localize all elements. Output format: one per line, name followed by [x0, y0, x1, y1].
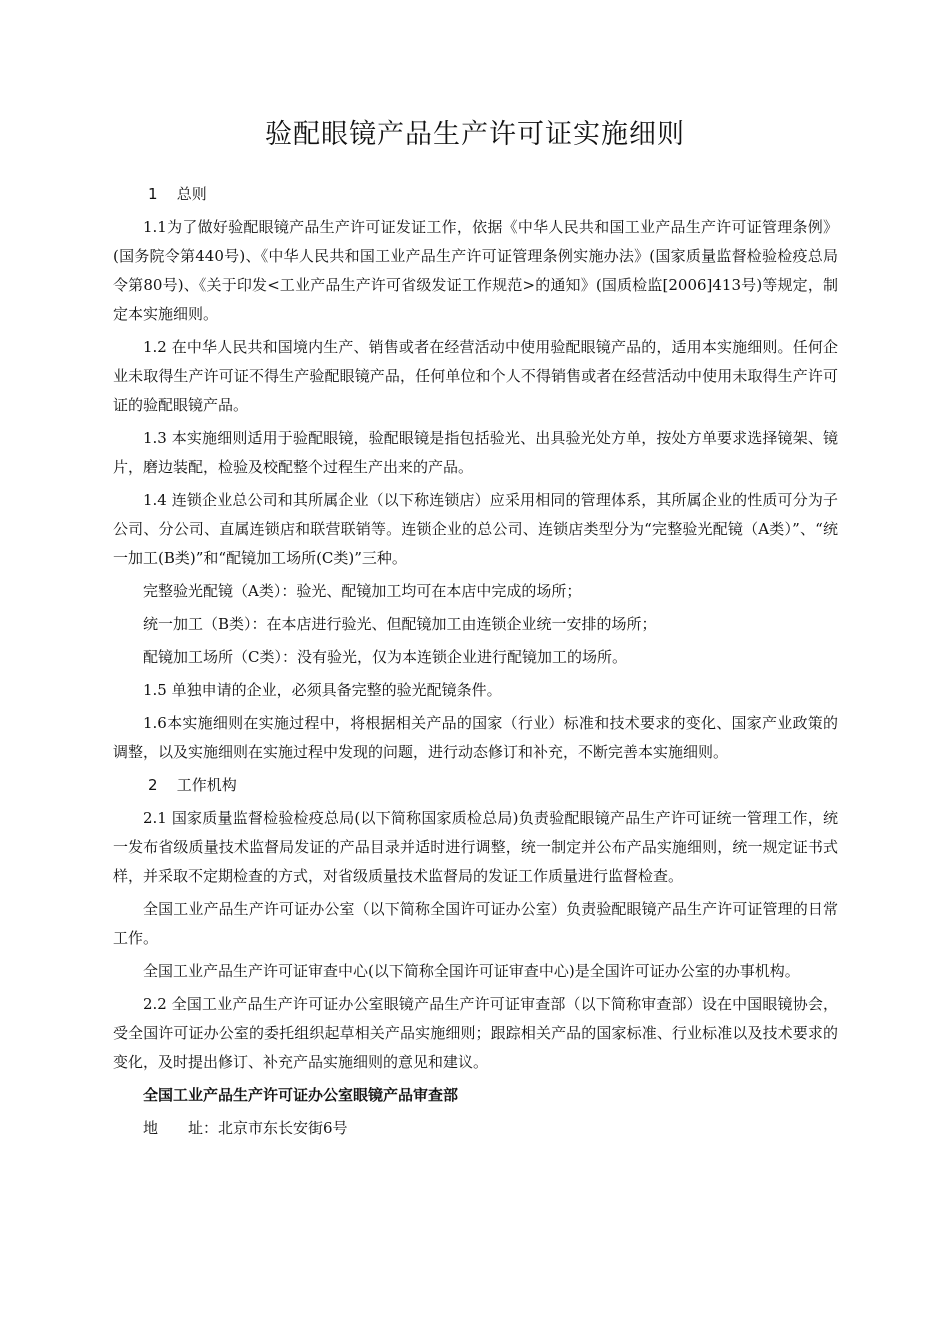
- type-b-definition: 统一加工（B类）：在本店进行验光、但配镜加工由连锁企业统一安排的场所；: [143, 615, 657, 633]
- document-body: [113, 180, 838, 1143]
- section-2-title: 工作机构: [176, 776, 237, 794]
- section-1-title: 总则: [176, 185, 207, 203]
- paragraph-license-office: 全国工业产品生产许可证办公室（以下简称全国许可证办公室）负责验配眼镜产品生产许可证管理的日常工作。: [113, 900, 838, 947]
- paragraph-1-6: 1.6本实施细则在实施过程中，将根据相关产品的国家（行业）标准和技术要求的变化、国家产业政策的调整，以及实施细则在实施过程中发现的问题，进行动态修订和补充，不断完善本实施细则。: [113, 714, 838, 761]
- paragraph-1-4: 1.4 连锁企业总公司和其所属企业（以下称连锁店）应采用相同的管理体系，其所属企业的性质可分为子公司、分公司、直属连锁店和联营联销等。连锁企业的总公司、连锁店类型分为“完整验光配镜（A类）”、“统一加工(B类)”和“配镜加工场所(C类)”三种。: [113, 491, 838, 567]
- type-c-definition: 配镜加工场所（C类）：没有验光，仅为本连锁企业进行配镜加工的场所。: [143, 648, 627, 666]
- paragraph-1-1: 1.1为了做好验配眼镜产品生产许可证发证工作，依据《中华人民共和国工业产品生产许可证管理条例》(国务院令第440号)、《中华人民共和国工业产品生产许可证管理条例实施办法》(国家质量监督检验检疫总局令第80号)、《关于印发<工业产品生产许可省级发证工作规范>的通知》(国质检监[2006]413号)等规定，制定本实施细则。: [113, 218, 838, 323]
- address-line: [113, 1114, 838, 1143]
- address-label: 地 址：: [143, 1119, 219, 1137]
- paragraph-review-center: 全国工业产品生产许可证审查中心(以下简称全国许可证审查中心)是全国许可证办公室的办事机构。: [143, 962, 800, 980]
- section-1-heading: [113, 180, 838, 209]
- section-2-number: 2: [148, 776, 158, 794]
- page-title: 验配眼镜产品生产许可证实施细则: [265, 119, 685, 150]
- type-a-definition: 完整验光配镜（A类）：验光、配镜加工均可在本店中完成的场所；: [143, 582, 582, 600]
- review-department-name: 全国工业产品生产许可证办公室眼镜产品审查部: [143, 1086, 459, 1104]
- paragraph-2-2: 2.2 全国工业产品生产许可证办公室眼镜产品生产许可证审查部（以下简称审查部）设在中国眼镜协会，受全国许可证办公室的委托组织起草相关产品实施细则；跟踪相关产品的国家标准、行业标准以及技术要求的变化，及时提出修订、补充产品实施细则的意见和建议。: [113, 995, 838, 1071]
- paragraph-1-2: 1.2 在中华人民共和国境内生产、销售或者在经营活动中使用验配眼镜产品的，适用本实施细则。任何企业未取得生产许可证不得生产验配眼镜产品，任何单位和个人不得销售或者在经营活动中使用未取得生产许可证的验配眼镜产品。: [113, 338, 838, 414]
- section-1-number: 1: [148, 185, 158, 203]
- address-value: 北京市东长安街6号: [218, 1119, 348, 1137]
- paragraph-2-1: 2.1 国家质量监督检验检疫总局(以下简称国家质检总局)负责验配眼镜产品生产许可证统一管理工作，统一发布省级质量技术监督局发证的产品目录并适时进行调整，统一制定并公布产品实施细则，统一规定证书式样，并采取不定期检查的方式，对省级质量技术监督局的发证工作质量进行监督检查。: [113, 809, 838, 885]
- section-2-heading: [113, 771, 838, 800]
- paragraph-1-3: 1.3 本实施细则适用于验配眼镜，验配眼镜是指包括验光、出具验光处方单，按处方单要求选择镜架、镜片，磨边装配，检验及校配整个过程生产出来的产品。: [113, 429, 838, 476]
- paragraph-1-5: 1.5 单独申请的企业，必须具备完整的验光配镜条件。: [143, 681, 502, 699]
